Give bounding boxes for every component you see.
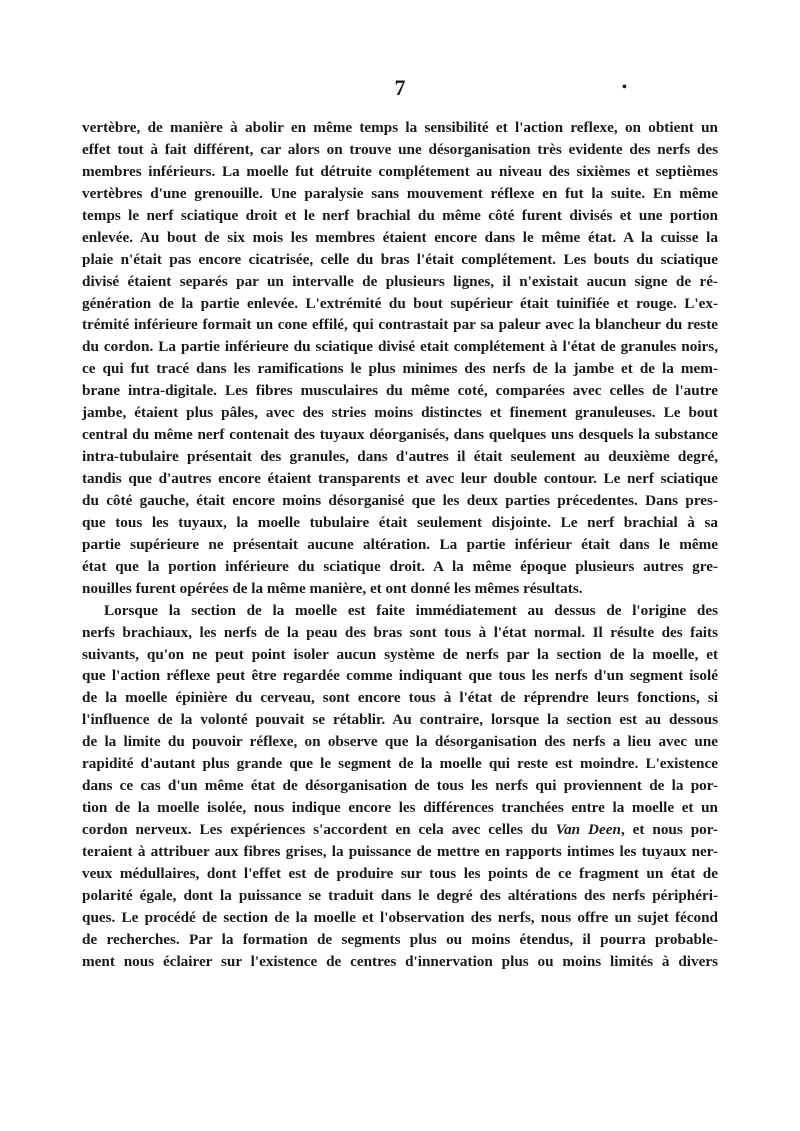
text-line: divisé étaient separés par un intervalle de plusieurs lignes, il n'existait aucun signe de ré- bbox=[82, 272, 718, 290]
text-line: ques. Le procédé de section de la moelle et l'observation des nerfs, nous offre un sujet fécond bbox=[82, 908, 718, 926]
body-text bbox=[82, 117, 718, 973]
text-line: vertèbre, de manière à abolir en même temps la sensibilité et l'action reflexe, on obtient un bbox=[82, 119, 718, 136]
text-line: brane intra-digitale. Les fibres musculaires du même coté, comparées avec celles de l'autre bbox=[82, 382, 718, 400]
text-line: effet tout à fait différent, car alors on trouve une désorganisation très evidente des nerfs des bbox=[82, 140, 718, 158]
page-mark: • bbox=[622, 80, 627, 95]
text-line: nouilles furent opérées de la même manière, et ont donné les mêmes résultats. bbox=[82, 579, 583, 597]
text-line: polarité égale, dont la puissance se traduit dans le degré des altérations des nerfs périphéri- bbox=[82, 886, 718, 904]
text-line: partie supérieure ne présentait aucune altération. La partie inférieur était dans le même bbox=[82, 535, 718, 553]
italic-name: Van Deen bbox=[555, 821, 621, 838]
page-number: 7 bbox=[394, 75, 406, 100]
text-line: central du même nerf contenait des tuyaux déorganisés, dans quelques uns desquels la substance bbox=[82, 426, 718, 444]
text-line: vertèbres d'une grenouille. Une paralysie sans mouvement réflexe en fut la suite. En même bbox=[82, 184, 718, 202]
text-line: jambe, étaient plus pâles, avec des stries moins distinctes et finement granuleuses. Le bout bbox=[82, 404, 718, 422]
text-line: que tous les tuyaux, la moelle tubulaire était seulement disjointe. Le nerf brachial à sa bbox=[82, 513, 718, 531]
text-line: cordon nerveux. Les expériences s'accordent en cela avec celles du Van Deen, et nous por- bbox=[82, 821, 718, 838]
text-line: de recherches. Par la formation de segments plus ou moins étendus, il pourra probable- bbox=[82, 930, 718, 948]
text-line: veux médullaires, dont l'effet est de produire sur tous les points de ce fragment un état de bbox=[82, 864, 718, 882]
text-line: ment nous éclairer sur l'existence de centres d'innervation plus ou moins limités à divers bbox=[82, 952, 718, 970]
text-line: trémité inférieure formait un cone effilé, qui contrastait par sa paleur avec la blancheur du reste bbox=[82, 316, 718, 334]
text-line: de la moelle épinière du cerveau, sont encore tous à l'état de réprendre leurs fonctions, si bbox=[82, 689, 718, 707]
text-line: plaie n'était pas encore cicatrisée, celle du bras l'était complétement. Les bouts du sciatique bbox=[82, 250, 718, 268]
text-line: nerfs brachiaux, les nerfs de la peau des bras sont tous à l'état normal. Il résulte des faits bbox=[82, 623, 718, 641]
text-line: rapidité d'autant plus grande que le segment de la moelle qui reste est moindre. L'existence bbox=[82, 755, 718, 773]
text-line: tandis que d'autres encore étaient transparents et avec leur double contour. Le nerf sciatique bbox=[82, 470, 718, 487]
text-line: Lorsque la section de la moelle est faite immédiatement au dessus de l'origine des bbox=[104, 601, 718, 619]
text-line: enlevée. Au bout de six mois les membres étaient encore dans le même état. A la cuisse la bbox=[82, 228, 718, 246]
text-line: de la limite du pouvoir réflexe, on observe que la désorganisation des nerfs a lieu avec une bbox=[82, 733, 718, 751]
text-line: génération de la partie enlevée. L'extrémité du bout supérieur était tuinifiée et rouge. L'ex- bbox=[82, 294, 718, 312]
text-line: intra-tubulaire présentait des granules, dans d'autres il était seulement au deuxième degré, bbox=[82, 448, 718, 466]
text-line: du cordon. La partie inférieure du sciatique divisé etait complétement à l'état de granules noirs, bbox=[82, 338, 718, 356]
text-line: tion de la moelle isolée, nous indique encore les différences tranchées entre la moelle et un bbox=[82, 799, 718, 817]
text-line: que l'action réflexe peut être regardée comme indiquant que tous les nerfs d'un segment isolé bbox=[82, 667, 718, 685]
text-line: l'influence de la volonté pouvait se rétablir. Au contraire, lorsque la section est au dessous bbox=[82, 711, 718, 729]
text-line: teraient à attribuer aux fibres grises, la puissance de mettre en rapports intimes les tuyaux ner- bbox=[82, 842, 718, 860]
text-line: ce qui fut tracé dans les ramifications le plus minimes des nerfs de la jambe et de la mem- bbox=[82, 360, 718, 378]
text-line: suivants, qu'on ne peut point isoler aucun système de nerfs par la section de la moelle, et bbox=[82, 645, 718, 663]
text-line: membres inférieurs. La moelle fut détruite complétement au niveau des sixièmes et septièmes bbox=[82, 162, 718, 180]
text-line: du côté gauche, était encore moins désorganisé que les deux parties précedentes. Dans pres- bbox=[82, 491, 718, 509]
text-line: dans ce cas d'un même état de désorganisation de tous les nerfs qui proviennent de la por- bbox=[82, 777, 718, 795]
text-line: état que la portion inférieure du sciatique droit. A la même époque plusieurs autres gre- bbox=[82, 557, 718, 575]
text-line: temps le nerf sciatique droit et le nerf brachial du même côté furent divisés et une portion bbox=[82, 206, 718, 224]
